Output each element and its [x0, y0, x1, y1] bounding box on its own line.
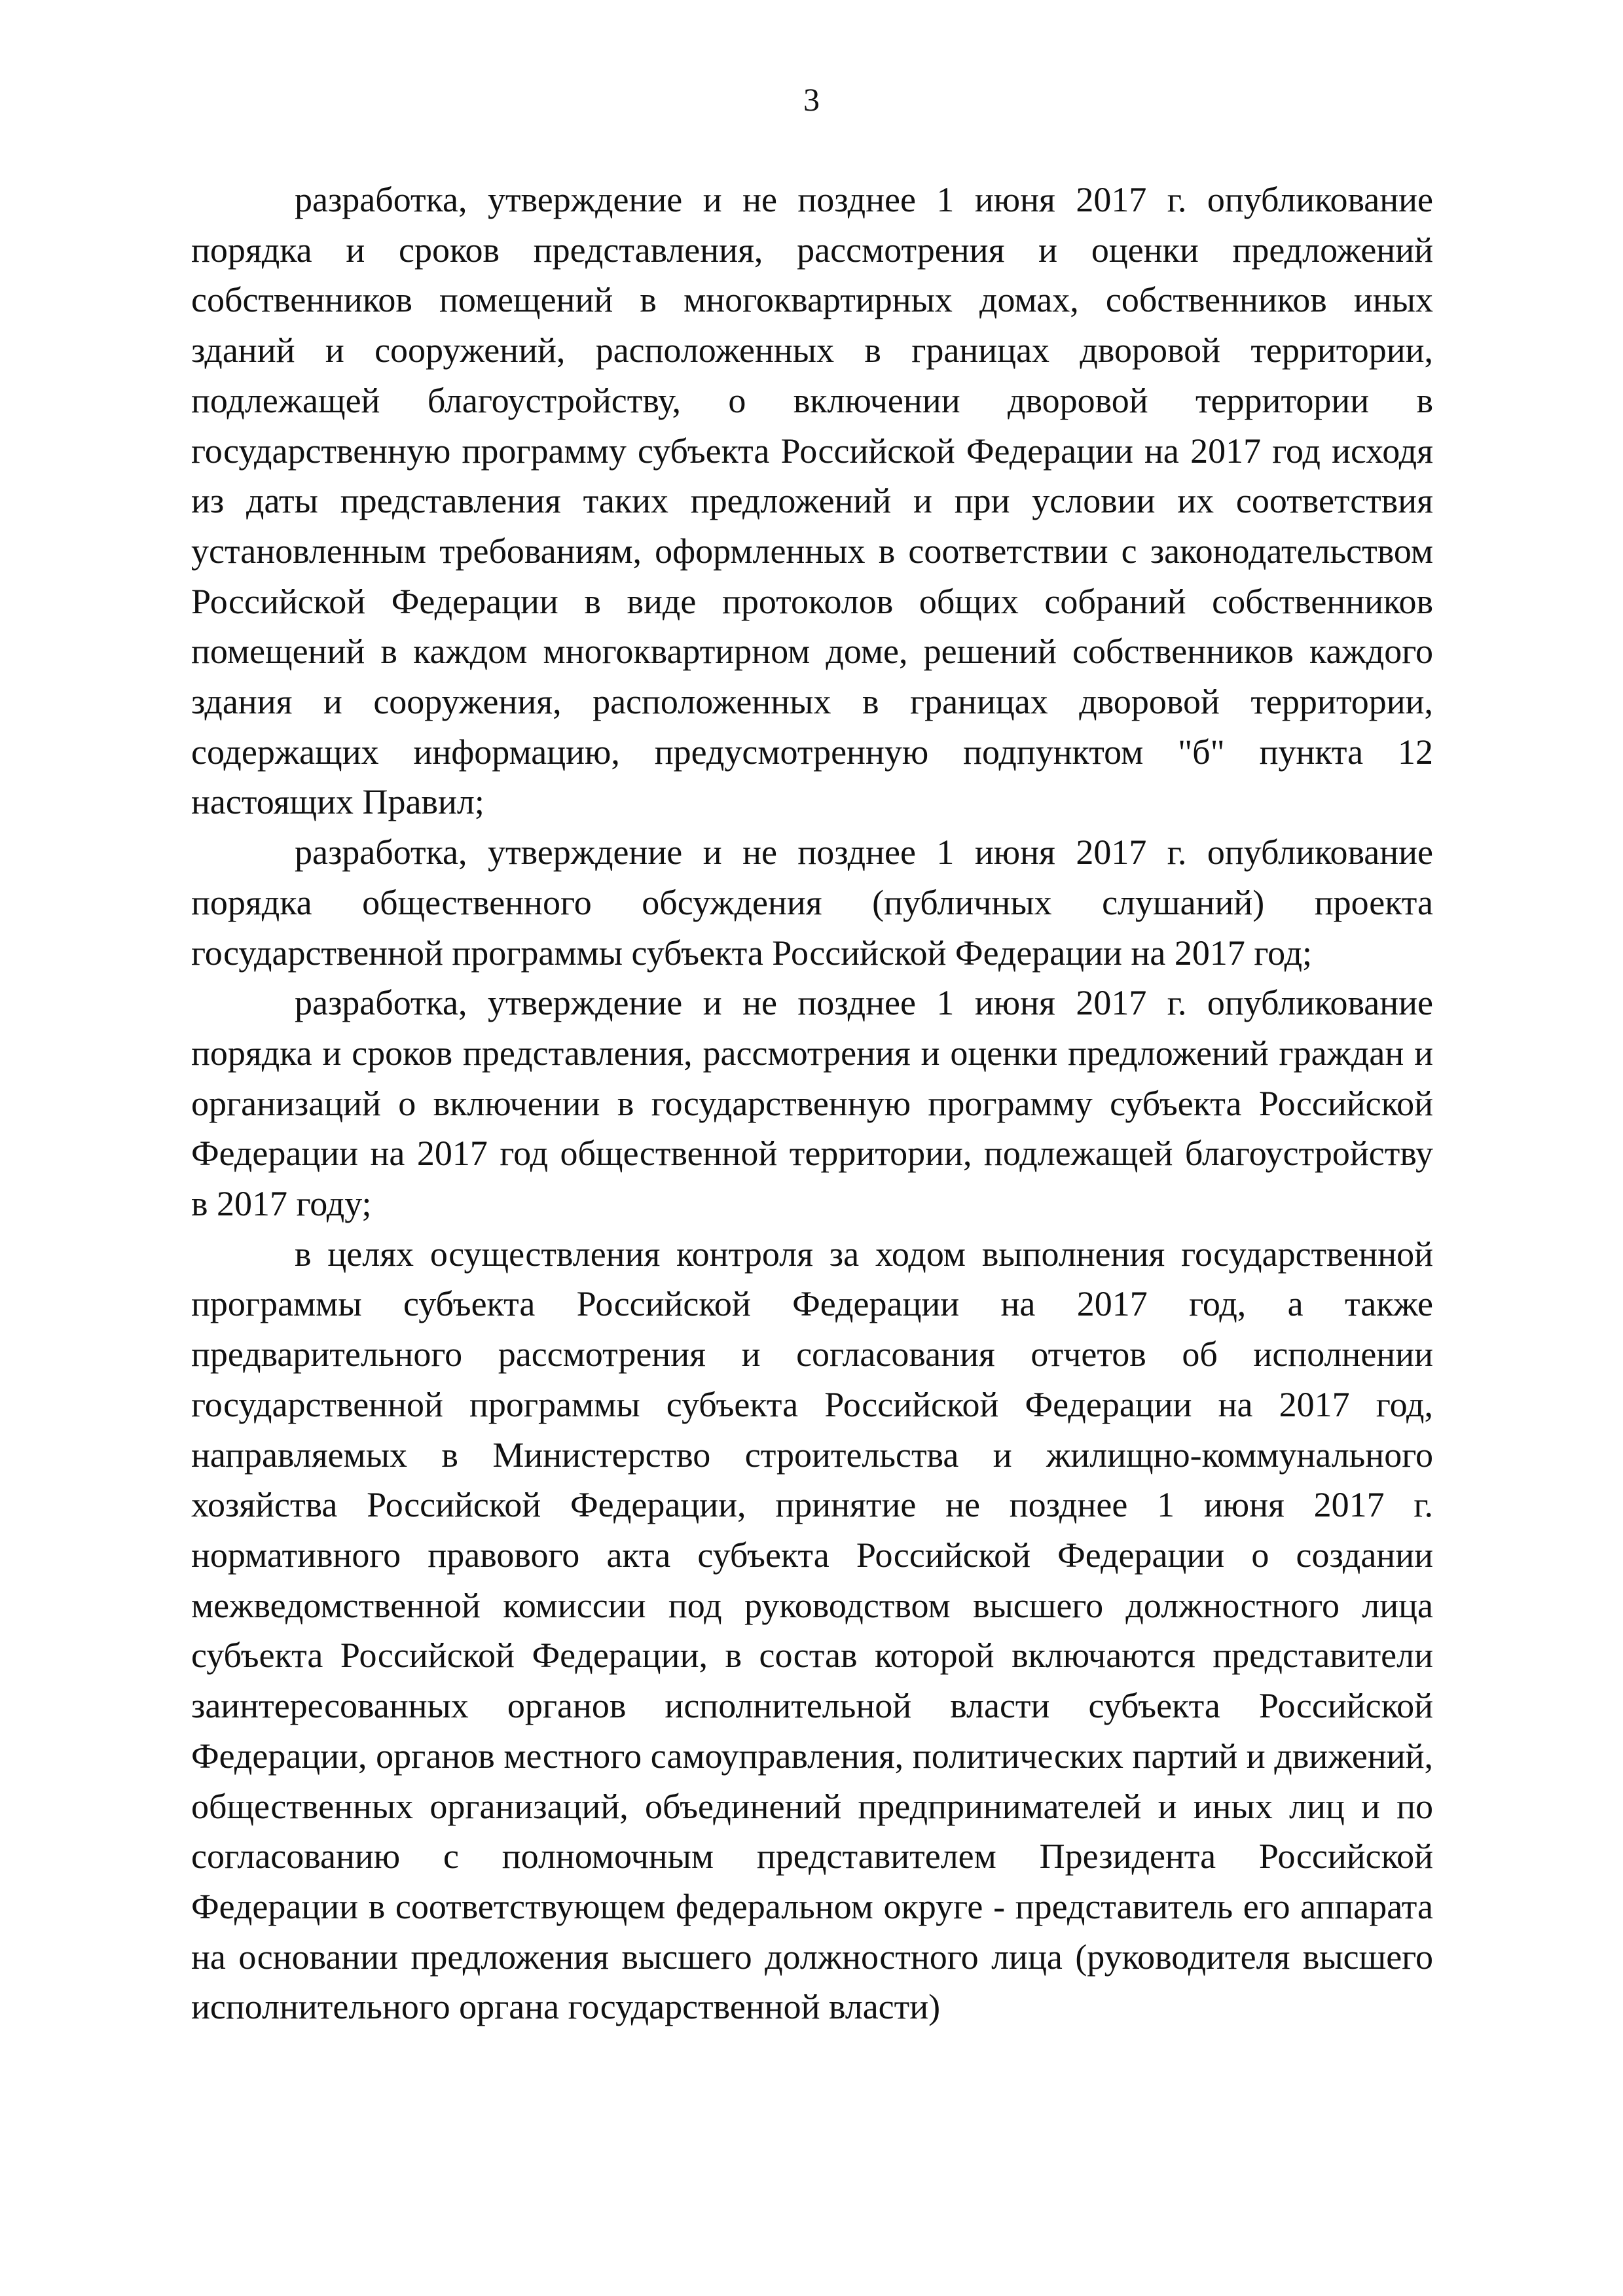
- paragraph-public-territory-proposals: разработка, утверждение и не позднее 1 июня 2017 г. опубликование порядка и сроков представления, рассмотрения и оценки предложений граждан и организаций о включении в государственную программу субъекта Российской Федерации на 2017 год общественной территории, подлежащей благоустройству в 2017 году;: [191, 983, 1433, 1224]
- paragraph-public-discussion: разработка, утверждение и не позднее 1 июня 2017 г. опубликование порядка общественного обсуждения (публичных слушаний) проекта государственной программы субъекта Российской Федерации на 2017 год;: [191, 833, 1433, 973]
- paragraph-courtyard-proposals: разработка, утверждение и не позднее 1 июня 2017 г. опубликование порядка и сроков представления, рассмотрения и оценки предложений собственников помещений в многоквартирных домах, собственников иных зданий и сооружений, расположенных в границах дворовой территории, подлежащей благоустройству, о включении дворовой территории в государственную программу субъекта Российской Федерации на 2017 год исходя из даты представления таких предложений и при условии их соответствия установленным требованиям, оформленных в соответствии с законодательством Российской Федерации в виде протоколов общих собраний собственников помещений в каждом многоквартирном доме, решений собственников каждого здания и сооружения, расположенных в границах дворовой территории, содержащих информацию, предусмотренную подпунктом "б" пункта 12 настоящих Правил;: [191, 180, 1433, 822]
- page-number: 3: [803, 81, 820, 118]
- paragraph-interdepartmental-commission: в целях осуществления контроля за ходом выполнения государственной программы субъекта Российской Федерации на 2017 год, а также предварительного рассмотрения и согласования отчетов об исполнении государственной программы субъекта Российской Федерации на 2017 год, направляемых в Министерство строительства и жилищно-коммунального хозяйства Российской Федерации, принятие не позднее 1 июня 2017 г. нормативного правового акта субъекта Российской Федерации о создании межведомственной комиссии под руководством высшего должностного лица субъекта Российской Федерации, в состав которой включаются представители заинтересованных органов исполнительной власти субъекта Российской Федерации, органов местного самоуправления, политических партий и движений, общественных организаций, объединений предпринимателей и иных лиц и по согласованию с полномочным представителем Президента Российской Федерации в соответствующем федеральном округе - представитель его аппарата на основании предложения высшего должностного лица (руководителя высшего исполнительного органа государственной власти): [191, 1234, 1433, 2027]
- document-body: [191, 175, 1433, 2032]
